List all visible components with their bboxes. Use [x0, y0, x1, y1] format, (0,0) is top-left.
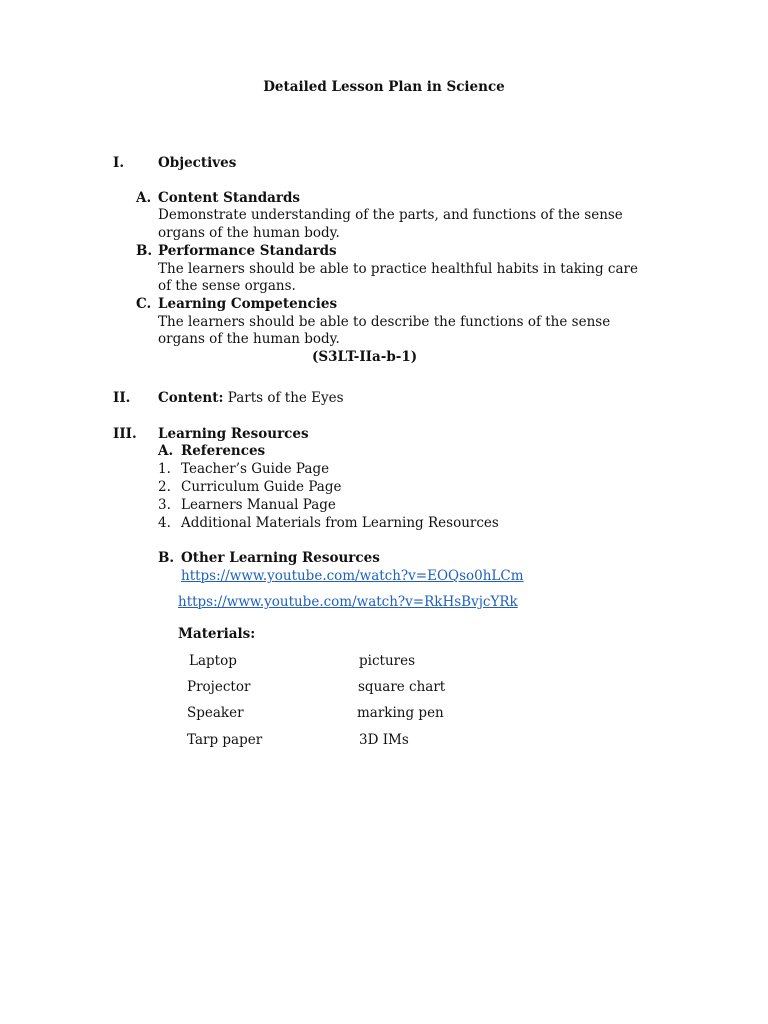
subsection-heading-learning-competencies: Learning Competencies — [158, 296, 338, 312]
section-numeral-content: II. — [113, 390, 131, 406]
content-standards-text-line2: organs of the human body. — [158, 225, 340, 241]
reference-item-num: 2. — [158, 479, 171, 495]
reference-item-num: 1. — [158, 461, 171, 477]
subsection-letter-content-standards: A. — [136, 190, 152, 206]
subsection-letter-references: A. — [158, 443, 174, 459]
section-numeral-objectives: I. — [113, 155, 125, 171]
learning-competencies-text-line2: organs of the human body. — [158, 331, 340, 347]
section-numeral-learning-resources: III. — [113, 426, 137, 442]
material-item: Speaker — [187, 705, 244, 721]
subsection-letter-performance-standards: B. — [136, 243, 153, 259]
section-heading-learning-resources: Learning Resources — [158, 426, 309, 442]
material-item: 3D IMs — [359, 732, 409, 748]
content-value: Parts of the Eyes — [223, 390, 344, 406]
reference-item-text: Curriculum Guide Page — [181, 479, 342, 495]
learning-competencies-text-line1: The learners should be able to describe the functions of the sense — [158, 314, 611, 330]
competency-code: (S3LT-IIa-b-1) — [312, 349, 418, 365]
subsection-heading-performance-standards: Performance Standards — [158, 243, 337, 259]
subsection-letter-other-resources: B. — [158, 550, 175, 566]
reference-item-num: 3. — [158, 497, 171, 513]
content-line — [158, 389, 344, 407]
content-standards-text-line1: Demonstrate understanding of the parts, and functions of the sense — [158, 207, 623, 223]
subsection-heading-references: References — [181, 443, 266, 459]
content-label: Content: — [158, 390, 224, 406]
material-item: Laptop — [189, 653, 237, 669]
reference-item-text: Learners Manual Page — [181, 497, 336, 513]
youtube-link-1[interactable]: https://www.youtube.com/watch?v=EOQso0hLCm — [181, 568, 524, 584]
subsection-letter-learning-competencies: C. — [136, 296, 152, 312]
materials-heading: Materials: — [178, 626, 256, 642]
material-item: square chart — [358, 679, 446, 695]
reference-item-text: Teacher’s Guide Page — [181, 461, 330, 477]
document-title: Detailed Lesson Plan in Science — [263, 79, 505, 95]
subsection-heading-content-standards: Content Standards — [158, 190, 301, 206]
subsection-heading-other-resources: Other Learning Resources — [181, 550, 380, 566]
performance-standards-text-line2: of the sense organs. — [158, 278, 296, 294]
section-heading-objectives: Objectives — [158, 155, 237, 171]
youtube-link-2[interactable]: https://www.youtube.com/watch?v=RkHsBvjcYRk — [178, 594, 518, 610]
reference-item-num: 4. — [158, 515, 171, 531]
material-item: pictures — [359, 653, 416, 669]
performance-standards-text-line1: The learners should be able to practice healthful habits in taking care — [158, 261, 638, 277]
material-item: Projector — [187, 679, 251, 695]
material-item: Tarp paper — [187, 732, 263, 748]
reference-item-text: Additional Materials from Learning Resources — [181, 515, 499, 531]
material-item: marking pen — [357, 705, 444, 721]
